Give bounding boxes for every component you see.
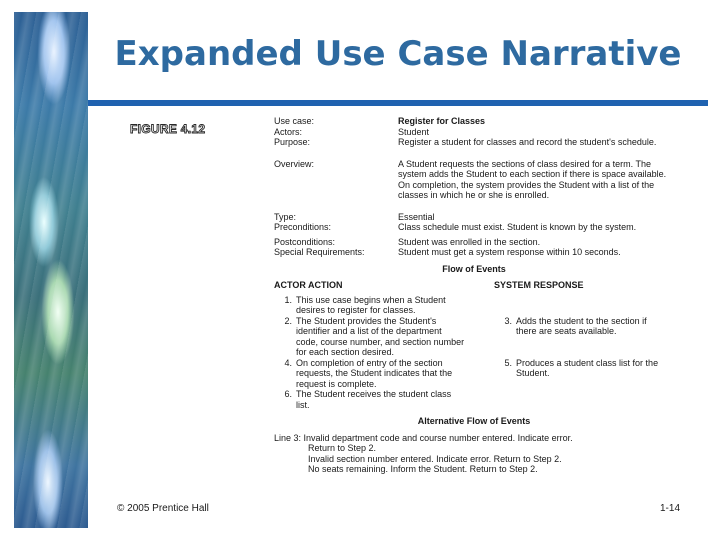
field-key: Preconditions: xyxy=(274,222,332,232)
field-actors xyxy=(274,127,674,138)
field-use-case xyxy=(274,116,674,127)
copyright-footer: © 2005 Prentice Hall xyxy=(117,503,209,514)
decorative-flame-strip xyxy=(14,12,88,528)
field-preconditions xyxy=(274,222,674,233)
step-text: On completion of entry of the section requests, the Student indicates that the request is complete. xyxy=(296,357,453,389)
field-key: Postconditions: xyxy=(274,236,336,247)
actor-step xyxy=(274,295,494,316)
actor-steps xyxy=(274,295,494,411)
field-value: Student was enrolled in the section. xyxy=(398,236,541,247)
step-text: This use case begins when a Student desires to register for classes. xyxy=(296,294,446,315)
slide-title: Expanded Use Case Narrative xyxy=(114,34,682,74)
step-number: 3. xyxy=(504,315,512,326)
field-value: Register for Classes xyxy=(398,116,486,126)
flow-of-events-heading: Flow of Events xyxy=(442,263,506,274)
field-overview xyxy=(274,159,674,201)
field-value: Register a student for classes and record the student's schedule. xyxy=(398,137,657,147)
field-value: Class schedule must exist. Student is known by the system. xyxy=(398,222,637,232)
actor-action-header: ACTOR ACTION xyxy=(274,280,343,290)
step-text: Adds the student to the section if there are seats available. xyxy=(516,315,647,336)
actor-step xyxy=(274,358,494,390)
field-postconditions xyxy=(274,237,674,248)
step-number: 6. xyxy=(284,389,292,399)
field-value: Essential xyxy=(398,211,435,222)
field-purpose xyxy=(274,137,674,148)
step-text: The Student receives the student class list. xyxy=(296,389,452,410)
step-number: 1. xyxy=(284,294,292,305)
actor-step xyxy=(274,316,494,358)
field-value: Student xyxy=(398,126,430,137)
step-text: The Student provides the Student's identifier and a list of the department code, course number, and section number for each section desired. xyxy=(296,315,465,357)
system-step xyxy=(494,358,666,379)
step-number: 2. xyxy=(284,315,292,326)
field-key: Special Requirements: xyxy=(274,247,365,257)
field-key: Use case: xyxy=(274,116,315,126)
alternative-line: No seats remaining. Inform the Student. Return to Step 2. xyxy=(308,464,538,474)
alternative-line: Line 3: Invalid department code and course number entered. Indicate error. xyxy=(274,432,573,443)
step-number: 5. xyxy=(504,357,512,368)
figure-label: FIGURE 4.12 xyxy=(130,122,206,136)
field-special-requirements xyxy=(274,247,674,258)
flow-column-headers xyxy=(274,280,674,291)
field-key: Purpose: xyxy=(274,137,311,147)
alternative-line: Return to Step 2. xyxy=(308,443,377,453)
field-key: Overview: xyxy=(274,158,315,169)
system-response-header: SYSTEM RESPONSE xyxy=(494,280,584,290)
field-value: A Student requests the sections of class desired for a term. The system adds the Student to each section if there is space available. On completion, the system provides the Student with a list of the classes in which he or she is enrolled. xyxy=(398,158,667,200)
use-case-figure xyxy=(274,116,674,475)
system-steps xyxy=(494,295,666,411)
field-value: Student must get a system response within 10 seconds. xyxy=(398,247,621,257)
system-step xyxy=(494,316,666,337)
title-underline xyxy=(88,100,708,106)
step-text: Produces a student class list for the Student. xyxy=(516,357,659,378)
step-number: 4. xyxy=(284,357,292,368)
field-type xyxy=(274,212,674,223)
alternative-flow-heading: Alternative Flow of Events xyxy=(417,416,531,426)
slide-number: 1-14 xyxy=(659,503,680,514)
field-key: Actors: xyxy=(274,126,303,137)
actor-step xyxy=(274,389,494,410)
alternative-line: Invalid section number entered. Indicate error. Return to Step 2. xyxy=(308,453,562,464)
flow-of-events xyxy=(274,295,674,411)
alternative-flow xyxy=(274,433,674,475)
field-key: Type: xyxy=(274,211,297,222)
